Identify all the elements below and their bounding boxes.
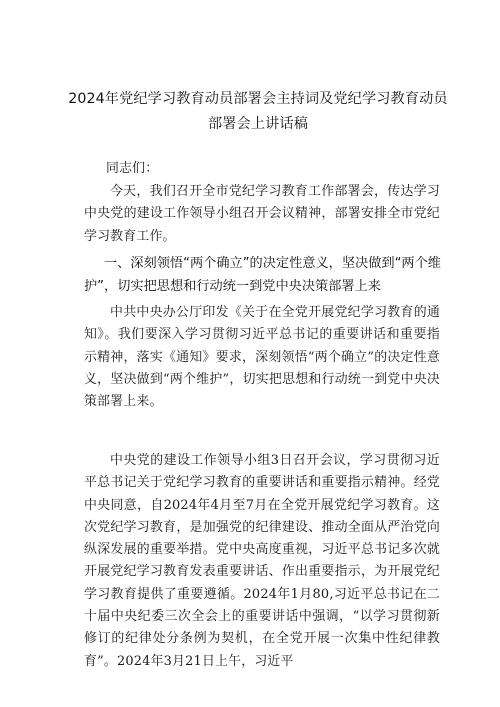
paragraph-notice: 中共中央办公厅印发《关于在全党开展党纪学习教育的通知》。我们要深入学习贯彻习近平总书记的重要讲话和重要指示精神，落实《通知》要求，深刻领悟“两个确立”的决定性意义，坚决做到“两个维护”，切实把思想和行动统一到党中央决策部署上来。 — [84, 305, 440, 410]
salutation: 同志们： — [106, 161, 159, 176]
document-title-line-2: 部署会上讲话稿 — [207, 116, 308, 132]
paragraph-opening: 今天，我们召开全市党纪学习教育工作部署会，传达学习中央党的建设工作领导小组召开会议精神，部署安排全市党纪学习教育工作。 — [84, 184, 440, 244]
document-title-line-1: 2024年党纪学习教育动员部署会主持词及党纪学习教育动员 — [68, 91, 448, 107]
paragraph-meeting: 中央党的建设工作领导小组3日召开会议，学习贯彻习近平总书记关于党纪学习教育的重要讲话和重要指示精神。经党中央同意，自2024年4月至7月在全党开展党纪学习教育。这次党纪学习教育，是加强党的纪律建设、推动全面从严治党向纵深发展的重要举措。党中央高度重视，习近平总书记多次就开展党纪学习教育发表重要讲话、作出重要指示，为开展党纪学习教育提供了重要遵循。2024年1月80,习近平总书记在二十届中央纪委三次全会上的重要讲话中强调，“以学习贯彻新修订的纪律处分条例为契机，在全党开展一次集中性纪律教育”。2024年3月21日上午，习近平 — [84, 453, 440, 669]
section-heading-1: 一、深刻领悟“两个确立”的决定性意义，坚决做到“两个维护”，切实把思想和行动统一到党中央决策部署上来 — [84, 256, 441, 294]
